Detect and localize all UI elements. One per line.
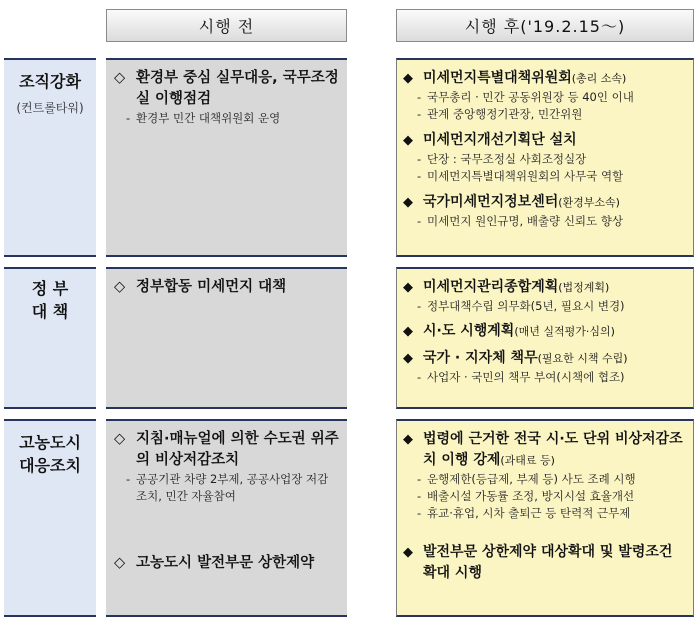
before-item-title: 고농도시 발전부문 상한제약	[136, 555, 315, 571]
dash-icon: -	[417, 299, 422, 313]
after-subitem	[403, 298, 687, 315]
before-subitem	[114, 471, 339, 505]
after-item-title: 발전부문 상한제약 대상확대 및 발령조건 확대 시행	[423, 544, 673, 581]
header-before-label: 시행 전	[198, 17, 255, 36]
after-item-title: 국가 · 지자체 책무	[423, 350, 538, 366]
after-item-title: 미세먼지특별대책위원회	[423, 70, 572, 86]
category-label: 조직강화	[19, 72, 81, 91]
before-cell-government-plan	[106, 267, 347, 409]
diamond-filled-icon: ◆	[403, 351, 413, 366]
after-subitem-text: 단장 : 국무조정실 사회조정실장	[427, 152, 587, 166]
after-item-title: 국가미세먼지정보센터	[423, 194, 559, 210]
diamond-filled-icon: ◆	[403, 432, 413, 447]
category-high-concentration	[4, 419, 96, 617]
after-item-title: 미세먼지개선기획단 설치	[423, 132, 577, 148]
header-after	[396, 9, 694, 42]
after-subitem-text: 정부대책수립 의무화(5년, 필요시 변경)	[427, 299, 625, 313]
diamond-filled-icon: ◆	[403, 133, 413, 148]
after-item-note: (필요한 시책 수립)	[537, 352, 628, 365]
after-item	[403, 542, 687, 584]
before-subitem-text: 공공기관 차량 2부제, 공공사업장 저감조치, 민간 자율참여	[136, 472, 329, 503]
after-subitem-text: 관계 중앙행정기관장, 민간위원	[427, 107, 583, 121]
after-subitem	[403, 471, 687, 488]
after-subitem-text: 휴교·휴업, 시차 출퇴근 등 탄력적 근무제	[427, 506, 631, 520]
after-subitem-text: 국무총리 · 민간 공동위원장 등 40인 이내	[427, 90, 634, 104]
before-subitem	[114, 110, 339, 127]
category-label: 고농도시 대응조치	[19, 433, 81, 475]
before-item-title: 지침·매뉴얼에 의한 수도권 위주의 비상저감조치	[136, 431, 339, 468]
dash-icon: -	[417, 489, 422, 503]
after-item-note: (매년 실적평가·심의)	[514, 325, 615, 338]
after-item	[403, 348, 687, 369]
after-item-note: (환경부소속)	[558, 196, 620, 209]
diamond-filled-icon: ◆	[403, 545, 413, 560]
diamond-filled-icon: ◆	[403, 195, 413, 210]
diamond-outline-icon: ◇	[114, 70, 126, 86]
category-organization	[4, 58, 96, 257]
dash-icon: -	[417, 472, 422, 486]
after-subitem	[403, 151, 687, 168]
after-item	[403, 68, 687, 89]
before-item-title: 환경부 중심 실무대응, 국무조정실 이행점검	[136, 70, 339, 107]
before-cell-high-concentration	[106, 419, 347, 617]
dash-icon: -	[417, 169, 422, 183]
before-item	[114, 68, 339, 110]
header-after-label: 시행 후('19.2.15～)	[464, 17, 626, 36]
before-item-title: 정부합동 미세먼지 대책	[136, 279, 287, 295]
before-item	[114, 277, 339, 298]
before-cell-organization	[106, 58, 347, 257]
after-cell-high-concentration	[396, 419, 694, 617]
after-item-title: 법령에 근거한 전국 시·도 단위 비상저감조치 이행 강제	[423, 431, 683, 468]
after-item	[403, 429, 687, 471]
after-item-title: 미세먼지관리종합계획	[423, 279, 559, 295]
dash-icon: -	[417, 107, 422, 121]
dash-icon: -	[126, 111, 131, 125]
after-subitem	[403, 213, 687, 230]
after-item-note: (법정계획)	[558, 281, 610, 294]
after-cell-government-plan	[396, 267, 694, 409]
after-subitem	[403, 89, 687, 106]
after-item	[403, 321, 687, 342]
dash-icon: -	[417, 370, 422, 384]
category-label: 정 부 대 책	[31, 279, 69, 321]
before-subitem-text: 환경부 민간 대책위원회 운영	[136, 111, 281, 125]
after-item-note: (과태료 등)	[500, 454, 555, 467]
dash-icon: -	[417, 90, 422, 104]
after-item	[403, 277, 687, 298]
diamond-outline-icon: ◇	[114, 431, 126, 447]
after-subitem	[403, 369, 687, 386]
category-government-plan	[4, 267, 96, 409]
after-cell-organization	[396, 58, 694, 257]
after-item-title: 시·도 시행계획	[423, 323, 515, 339]
diamond-filled-icon: ◆	[403, 71, 413, 86]
after-item	[403, 130, 687, 151]
after-subitem	[403, 106, 687, 123]
dash-icon: -	[417, 152, 422, 166]
dash-icon: -	[126, 472, 131, 486]
dash-icon: -	[417, 214, 422, 228]
diamond-filled-icon: ◆	[403, 324, 413, 339]
diamond-filled-icon: ◆	[403, 280, 413, 295]
after-subitem	[403, 168, 687, 185]
category-sublabel: (컨트롤타워)	[16, 101, 84, 115]
after-subitem	[403, 488, 687, 505]
after-subitem-text: 배출시설 가동률 조정, 방지시설 효율개선	[427, 489, 635, 503]
after-subitem-text: 사업자 · 국민의 책무 부여(시책에 협조)	[427, 370, 625, 384]
header-before	[106, 9, 347, 42]
before-item	[114, 553, 339, 574]
after-subitem-text: 미세먼지특별대책위원회의 사무국 역할	[427, 169, 624, 183]
after-subitem-text: 운행제한(등급제, 부제 등) 사도 조례 시행	[427, 472, 636, 486]
after-subitem-text: 미세먼지 원인규명, 배출량 신뢰도 향상	[427, 214, 624, 228]
after-item-note: (총리 소속)	[571, 72, 627, 85]
diamond-outline-icon: ◇	[114, 555, 126, 571]
after-item	[403, 192, 687, 213]
diamond-outline-icon: ◇	[114, 279, 126, 295]
dash-icon: -	[417, 506, 422, 520]
before-item	[114, 429, 339, 471]
after-subitem	[403, 505, 687, 522]
